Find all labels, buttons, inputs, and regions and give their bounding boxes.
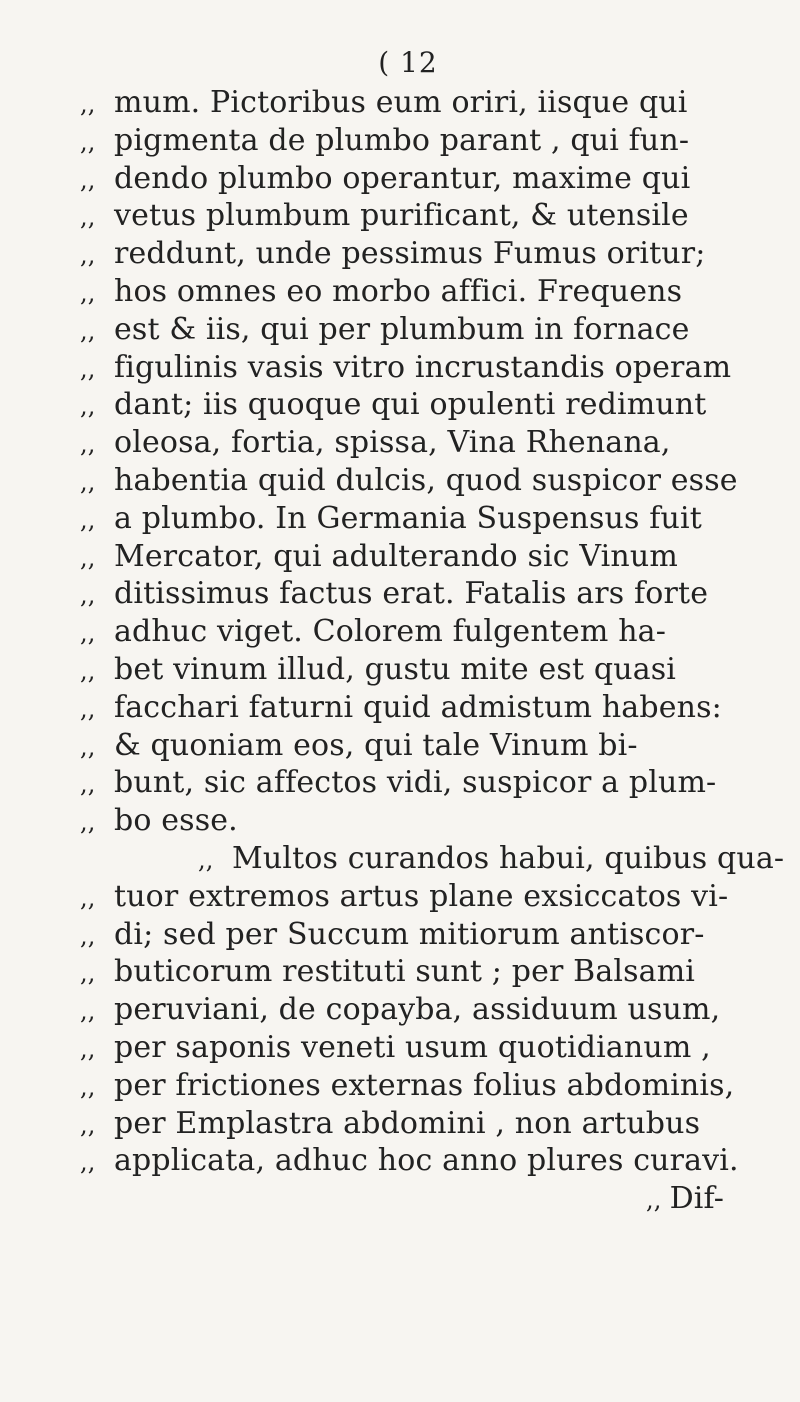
text-line — [80, 1105, 780, 1143]
quotation-mark: ,, — [80, 997, 96, 1026]
quotation-mark: ,, — [80, 430, 96, 459]
text-line — [80, 575, 780, 613]
quotation-mark: ,, — [80, 278, 96, 307]
quotation-mark: ,, — [80, 127, 96, 156]
quotation-mark: ,, — [80, 354, 96, 383]
quotation-mark: ,, — [80, 656, 96, 685]
page-number: ( 12 — [378, 46, 438, 79]
line-text: per frictiones externas folius abdominis, — [114, 1067, 735, 1103]
line-text: reddunt, unde pessimus Fumus oritur; — [114, 236, 706, 272]
text-line — [80, 462, 780, 500]
text-line — [80, 386, 780, 424]
quotation-mark: ,, — [80, 694, 96, 723]
line-text: a plumbo. In Germania Suspensus fuit — [114, 500, 702, 536]
text-line — [80, 197, 780, 235]
line-text: bet vinum illud, gustu mite est quasi — [114, 651, 677, 687]
line-text: tuor extremos artus plane exsiccatos vi- — [114, 878, 729, 914]
text-line — [80, 1142, 780, 1180]
text-line — [80, 802, 780, 840]
line-text: Mercator, qui adulterando sic Vinum — [114, 538, 678, 574]
line-text: dant; iis quoque qui opulenti redimunt — [114, 387, 707, 423]
text-line — [80, 235, 780, 273]
quotation-mark: ,, — [80, 732, 96, 761]
line-text: Dif- — [669, 1181, 724, 1217]
quotation-mark: ,, — [80, 543, 96, 572]
text-line — [80, 878, 780, 916]
text-line — [80, 538, 780, 576]
text-line — [80, 613, 780, 651]
quotation-mark: ,, — [80, 619, 96, 648]
quotation-mark: ,, — [80, 505, 96, 534]
text-line — [80, 84, 780, 122]
line-text: Multos curandos habui, quibus qua- — [232, 840, 785, 876]
line-text: applicata, adhuc hoc anno plures curavi. — [114, 1143, 739, 1179]
quotation-mark: ,, — [80, 883, 96, 912]
text-line — [80, 1067, 780, 1105]
line-text: bunt, sic affectos vidi, suspicor a plum- — [114, 765, 717, 801]
text-line — [80, 916, 780, 954]
text-line — [80, 349, 780, 387]
line-text: per saponis veneti usum quotidianum , — [114, 1029, 711, 1065]
quotation-mark: ,, — [80, 203, 96, 232]
line-text: bo esse. — [114, 803, 238, 839]
text-line — [80, 424, 780, 462]
line-text: di; sed per Succum mitiorum antiscor- — [114, 916, 705, 952]
line-text: habentia quid dulcis, quod suspicor esse — [114, 462, 738, 498]
line-text: figulinis vasis vitro incrustandis operam — [114, 349, 732, 385]
text-line — [80, 651, 780, 689]
quotation-mark: ,, — [198, 845, 214, 874]
text-line — [80, 1029, 780, 1067]
line-text: ditissimus factus erat. Fatalis ars forte — [114, 576, 709, 612]
quotation-mark: ,, — [80, 1072, 96, 1101]
line-text: pigmenta de plumbo parant , qui fun- — [114, 122, 690, 158]
line-text: per Emplastra abdomini , non artubus — [114, 1105, 701, 1141]
quotation-mark: ,, — [80, 1148, 96, 1177]
text-line — [80, 840, 785, 878]
quotation-mark: ,, — [80, 316, 96, 345]
quotation-mark: ,, — [80, 921, 96, 950]
quotation-mark: ,, — [80, 165, 96, 194]
text-line — [80, 122, 780, 160]
text-line — [80, 689, 780, 727]
text-line — [80, 953, 780, 991]
line-text: facchari faturni quid admistum habens: — [114, 689, 722, 725]
quotation-mark: ,, — [80, 959, 96, 988]
line-text: est & iis, qui per plumbum in fornace — [114, 311, 690, 347]
text-line — [80, 273, 780, 311]
line-text: oleosa, fortia, spissa, Vina Rhenana, — [114, 425, 671, 461]
quotation-mark: ,, — [80, 90, 96, 118]
line-text: adhuc viget. Colorem fulgentem ha- — [114, 614, 666, 650]
line-text: mum. Pictoribus eum oriri, iisque qui — [114, 85, 688, 120]
text-line — [80, 727, 780, 765]
quotation-mark: ,, — [80, 581, 96, 610]
line-text: & quoniam eos, qui tale Vinum bi- — [114, 727, 638, 763]
line-text: hos omnes eo morbo affici. Frequens — [114, 273, 683, 309]
quotation-mark: ,, — [80, 1034, 96, 1063]
line-text: vetus plumbum purificant, & utensile — [114, 198, 689, 234]
text-line — [80, 500, 780, 538]
text-line — [80, 764, 780, 802]
quotation-mark: ,, — [80, 808, 96, 837]
quotation-mark: ,, — [80, 241, 96, 270]
text-line — [80, 991, 780, 1029]
line-text: buticorum restituti sunt ; per Balsami — [114, 954, 696, 990]
text-line — [80, 311, 780, 349]
quotation-mark: ,, — [80, 770, 96, 799]
line-text: dendo plumbo operantur, maxime qui — [114, 160, 691, 196]
text-line — [80, 160, 780, 198]
line-text: peruviani, de copayba, assiduum usum, — [114, 992, 721, 1028]
quotation-mark: ,, — [80, 467, 96, 496]
quotation-mark: ,, — [80, 392, 96, 421]
text-line — [80, 1180, 780, 1218]
text-block — [80, 84, 785, 1218]
quotation-mark: ,, — [80, 1110, 96, 1139]
quotation-mark: ,, — [646, 1186, 662, 1215]
